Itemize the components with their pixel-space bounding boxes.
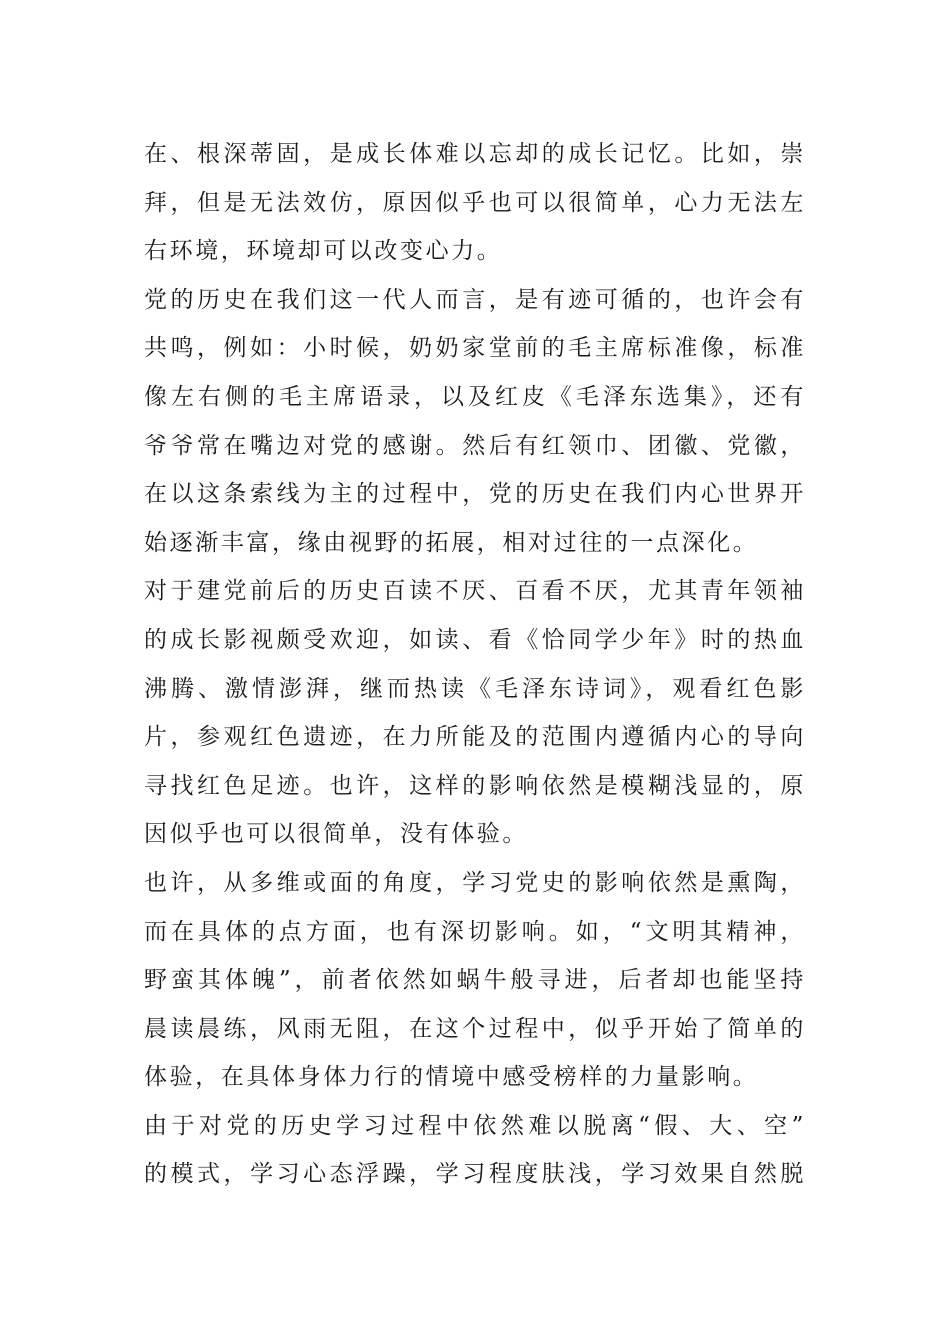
text-line: 右环境，环境却可以改变心力。 xyxy=(144,238,503,265)
text-line: 爷爷常在嘴边对党的感谢。然后有红领巾、团徽、党徽， xyxy=(144,432,806,459)
text-line: 像左右侧的毛主席语录，以及红皮《毛泽东选集》，还有 xyxy=(144,383,806,410)
text-line: 沸腾、激情澎湃，继而热读《毛泽东诗词》，观看红色影 xyxy=(144,675,806,702)
text-line: 党的历史在我们这一代人而言，是有迹可循的，也许会有 xyxy=(144,286,806,313)
text-line: 也许，从多维或面的角度，学习党史的影响依然是熏陶， xyxy=(144,869,806,896)
text-line: 片，参观红色遗迹，在力所能及的范围内遵循内心的导向 xyxy=(144,724,806,751)
text-line: 晨读晨练，风雨无阻，在这个过程中，似乎开始了简单的 xyxy=(144,1015,806,1042)
text-line: 而在具体的点方面，也有深切影响。如，“文明其精神， xyxy=(144,918,806,945)
text-line: 因似乎也可以很简单，没有体验。 xyxy=(144,821,528,848)
text-line: 由于对党的历史学习过程中依然难以脱离“假、大、空” xyxy=(144,1112,806,1139)
text-line: 的成长影视颇受欢迎，如读、看《恰同学少年》时的热血 xyxy=(144,626,806,653)
text-line: 寻找红色足迹。也许，这样的影响依然是模糊浅显的，原 xyxy=(144,772,806,799)
text-line: 野蛮其体魄”，前者依然如蜗牛般寻进，后者却也能坚持 xyxy=(144,967,806,994)
text-line: 体验，在具体身体力行的情境中感受榜样的力量影响。 xyxy=(144,1064,759,1091)
text-line: 共鸣，例如：小时候，奶奶家堂前的毛主席标准像，标准 xyxy=(144,335,806,362)
body-text xyxy=(144,130,806,1199)
text-line: 对于建党前后的历史百读不厌、百看不厌，尤其青年领袖 xyxy=(144,578,806,605)
text-line: 的模式，学习心态浮躁，学习程度肤浅，学习效果自然脱 xyxy=(144,1161,806,1188)
text-line: 在以这条索线为主的过程中，党的历史在我们内心世界开 xyxy=(144,481,806,508)
text-line: 拜，但是无法效仿，原因似乎也可以很简单，心力无法左 xyxy=(144,189,806,216)
text-line: 始逐渐丰富，缘由视野的拓展，相对过往的一点深化。 xyxy=(144,529,759,556)
text-line: 在、根深蒂固，是成长体难以忘却的成长记忆。比如，崇 xyxy=(144,141,806,167)
